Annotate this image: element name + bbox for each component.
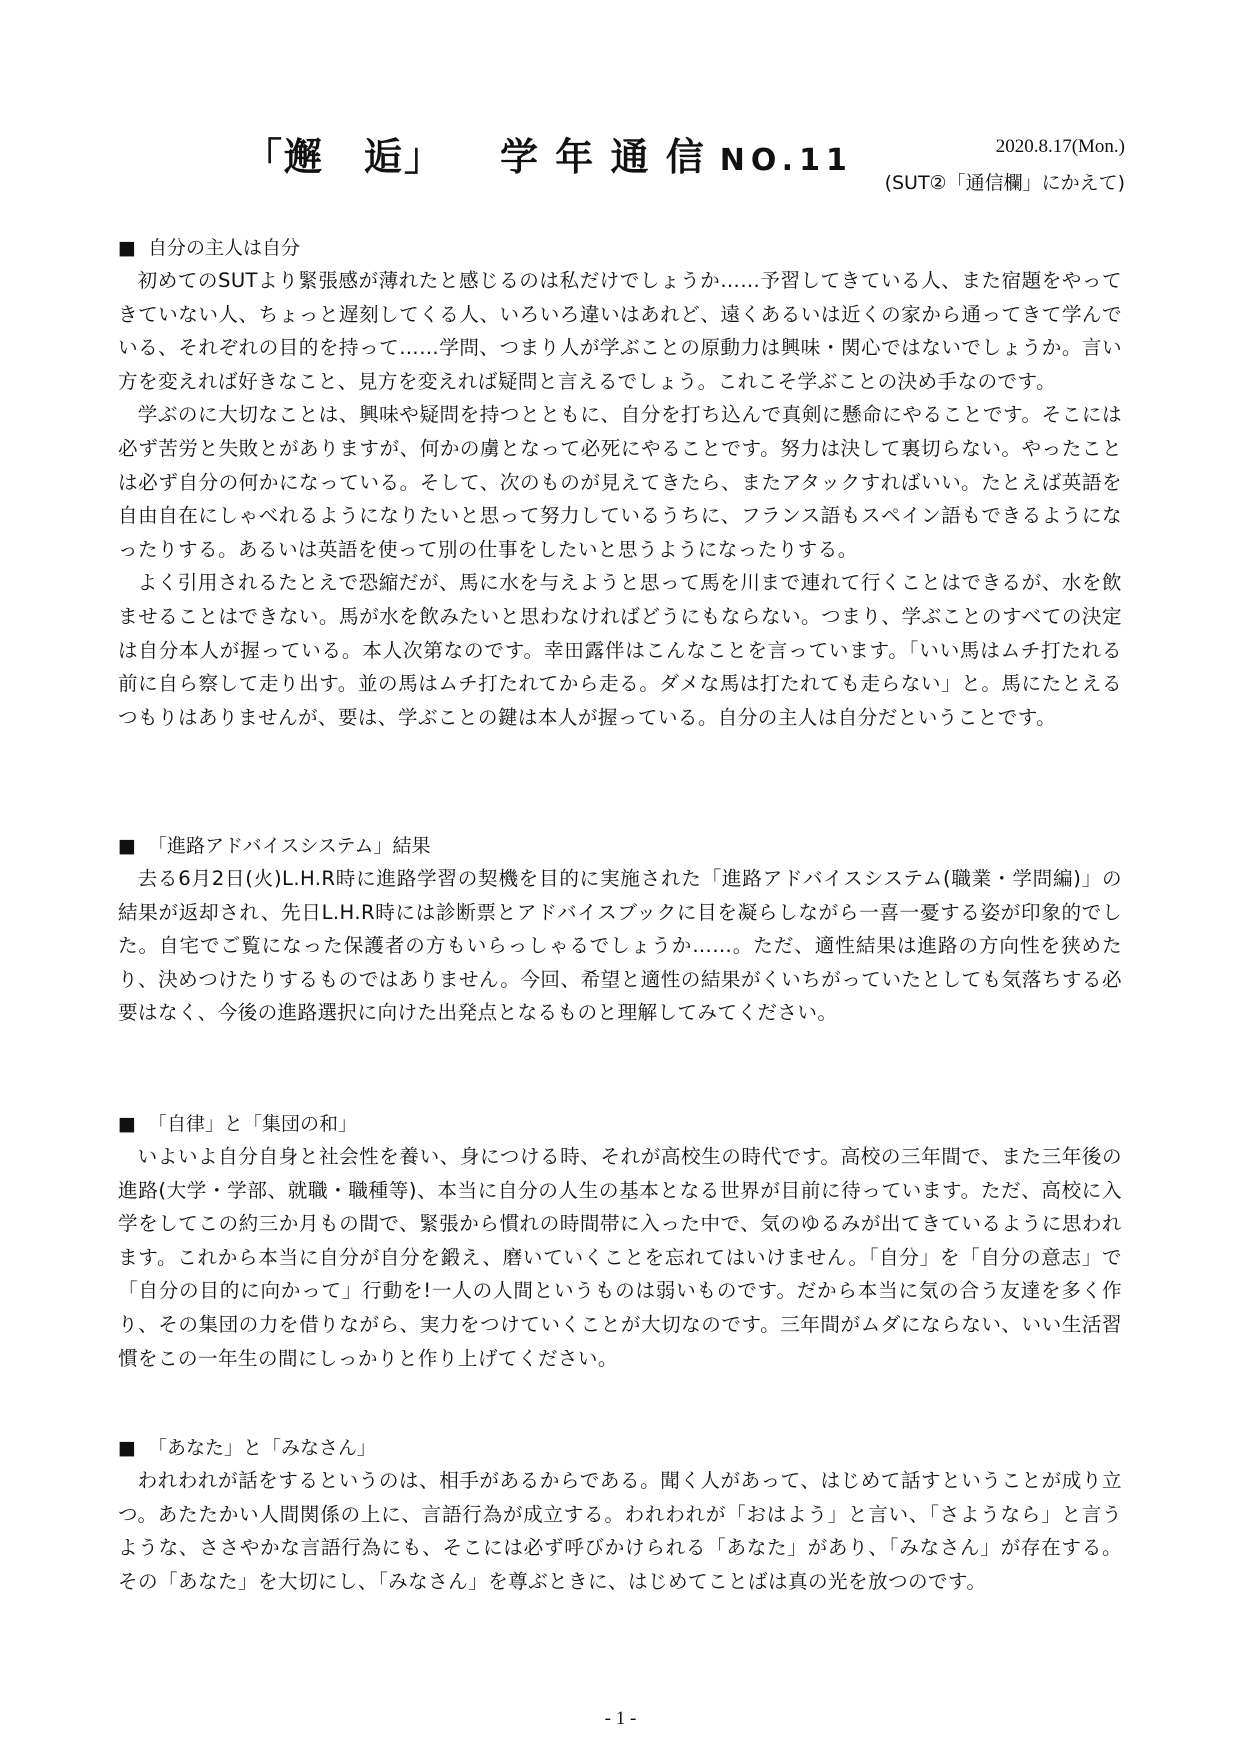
issue-date: 2020.8.17(Mon.) — [995, 136, 1125, 157]
page-number: - 1 - — [604, 1708, 637, 1729]
paragraph: いよいよ自分自身と社会性を養い、身につける時、それが高校生の時代です。高校の三年間で、また三年後の進路(大学・学部、就職・職種等)、本当に自分の人生の基本となる世界が目前に待っています。ただ、高校に入学をしてこの約三か月もの間で、緊張から慣れの時間帯に入った中で、気のゆるみが出てきているように思われます。これから本当に自分が自分を鍛え、磨いていくことを忘れてはいけません。「自分」を「自分の意志」で「自分の目的に向かって」行動を!一人の人間というものは弱いものです。だから本当に気の合う友達を多く作り、その集団の力を借りながら、実力をつけていくことが大切なのです。三年間がムダにならない、いい生活習慣をこの一年生の間にしっかりと作り上げてください。 — [118, 1145, 1122, 1370]
section-heading — [118, 830, 1122, 862]
section-autonomy-and-harmony — [118, 1108, 1122, 1375]
section-heading-text: 「あなた」と「みなさん」 — [148, 1437, 377, 1459]
section-heading-text: 自分の主人は自分 — [148, 237, 301, 259]
section-career-advice-results — [118, 830, 1122, 1030]
title-part-3: 学 年 通 信 — [500, 135, 706, 179]
newsletter-title — [244, 126, 853, 181]
section-you-and-everyone — [118, 1432, 1122, 1598]
section-master-of-self — [118, 232, 1122, 734]
title-part-1: 「邂 — [244, 135, 325, 179]
paragraph: 学ぶのに大切なことは、興味や疑問を持つとともに、自分を打ち込んで真剣に懸命にやることです。そこには必ず苦労と失敗とがありますが、何かの虜となって必死にやることです。努力は決して裏切らない。やったことは必ず自分の何かになっている。そして、次のものが見えてきたら、またアタックすればいい。たとえば英語を自由自在にしゃべれるようになりたいと思って努力しているうちに、フランス語もスペイン語もできるようになったりする。あるいは英語を使って別の仕事をしたいと思うようになったりする。 — [118, 403, 1122, 561]
square-bullet-icon: ■ — [118, 835, 136, 857]
newsletter-header — [0, 118, 1241, 198]
title-part-2: 逅」 — [364, 135, 445, 179]
section-heading-text: 「進路アドバイスシステム」結果 — [148, 835, 431, 857]
paragraph: 去る6月2日(火)L.H.R時に進路学習の契機を目的に実施された「進路アドバイスシステム(職業・学問編)」の結果が返却され、先日L.H.R時には診断票とアドバイスブックに目を凝らしながら一喜一憂する姿が印象的でした。自宅でご覧になった保護者の方もいらっしゃるでしょうか……。ただ、適性結果は進路の方向性を狭めたり、決めつけたりするものではありません。今回、希望と適性の結果がくいちがっていたとしても気落ちする必要はなく、今後の進路選択に向けた出発点となるものと理解してみてください。 — [118, 867, 1122, 1025]
paragraph: 初めてのSUTより緊張感が薄れたと感じるのは私だけでしょうか……予習してきている人、また宿題をやってきていない人、ちょっと遅刻してくる人、いろいろ違いはあれど、遠くあるいは近くの家から通ってきて学んでいる、それぞれの目的を持って……学問、つまり人が学ぶことの原動力は興味・関心ではないでしょうか。言い方を変えれば好きなこと、見方を変えれば疑問と言えるでしょう。これこそ学ぶことの決め手なのです。 — [118, 269, 1122, 393]
section-heading — [118, 1108, 1122, 1140]
section-heading — [118, 1432, 1122, 1464]
square-bullet-icon: ■ — [118, 237, 136, 259]
issue-number: NO.11 — [719, 143, 853, 178]
paragraph: われわれが話をするというのは、相手があるからである。聞く人があって、はじめて話すということが成り立つ。あたたかい人間関係の上に、言語行為が成立する。われわれが「おはよう」と言い、「さようなら」と言うような、ささやかな言語行為にも、そこには必ず呼びかけられる「あなた」があり、「みなさん」が存在する。その「あなた」を大切にし、「みなさん」を尊ぶときに、はじめてことばは真の光を放つのです。 — [118, 1469, 1122, 1593]
header-subnote: (SUT②「通信欄」にかえて) — [884, 172, 1125, 194]
paragraph: よく引用されるたとえで恐縮だが、馬に水を与えようと思って馬を川まで連れて行くことはできるが、水を飲ませることはできない。馬が水を飲みたいと思わなければどうにもならない。つまり、学ぶことのすべての決定は自分本人が握っている。本人次第なのです。幸田露伴はこんなことを言っています。「いい馬はムチ打たれる前に自ら察して走り出す。並の馬はムチ打たれてから走る。ダメな馬は打たれても走らない」と。馬にたとえるつもりはありませんが、要は、学ぶことの鍵は本人が握っている。自分の主人は自分だということです。 — [118, 571, 1122, 729]
square-bullet-icon: ■ — [118, 1437, 136, 1459]
section-heading — [118, 232, 1122, 264]
square-bullet-icon: ■ — [118, 1113, 136, 1135]
section-heading-text: 「自律」と「集団の和」 — [148, 1113, 358, 1135]
